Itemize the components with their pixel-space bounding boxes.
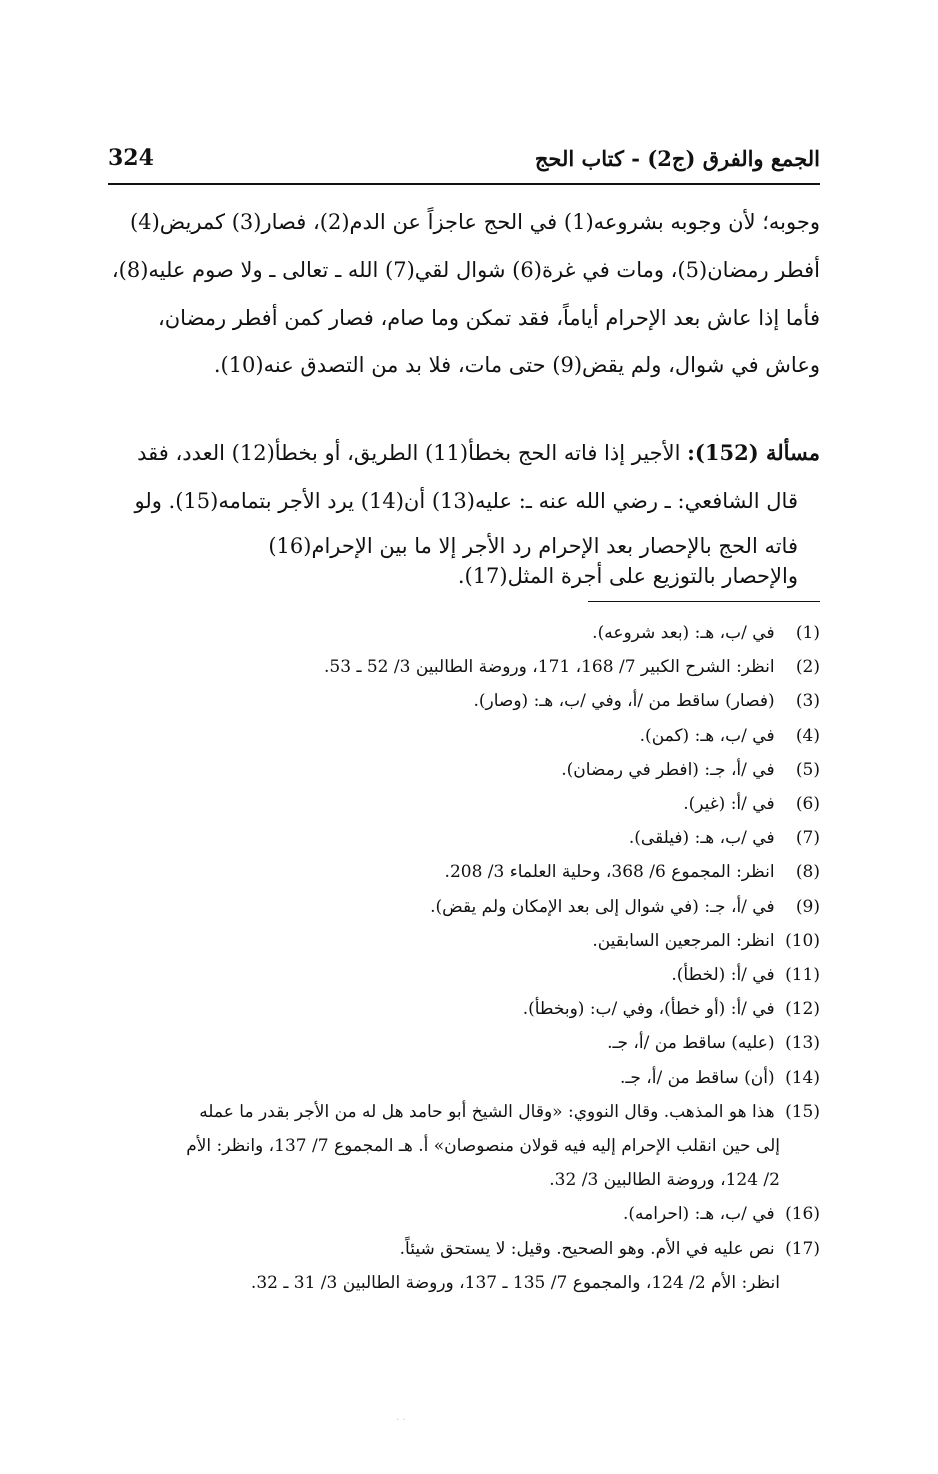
footnote-number: (10) bbox=[785, 930, 820, 951]
footnote-number: (9) bbox=[795, 896, 820, 917]
footnote-text: إلى حين انقلب الإحرام إليه فيه قولان منصوصان» أ. هـ المجموع 7/ 137، وانظر: الأم bbox=[186, 1136, 780, 1156]
question-label: مسألة (152): bbox=[687, 440, 820, 465]
footnote-text: في /ب، هـ: (كمن). bbox=[639, 725, 775, 746]
footnote-text: (عليه) ساقط من /أ، جـ. bbox=[607, 1033, 775, 1054]
footnote bbox=[108, 821, 820, 855]
question-line: فاته الحج بالإحصار بعد الإحرام رد الأجر إلا ما بين الإحرام(16) bbox=[268, 534, 798, 558]
footnote-text: 2/ 124، وروضة الطالبين 3/ 32. bbox=[549, 1170, 780, 1191]
question-heading-line bbox=[108, 429, 820, 477]
footnote bbox=[108, 924, 820, 958]
footnote-text: في /ب، هـ: (بعد شروعه). bbox=[592, 623, 775, 643]
footnote bbox=[108, 616, 820, 650]
footnote-number: (14) bbox=[785, 1067, 820, 1088]
footnote-text: انظر: الشرح الكبير 7/ 168، 171، وروضة الطالبين 3/ 52 ـ 53. bbox=[324, 657, 775, 678]
footnote bbox=[108, 1095, 820, 1129]
footnote-number: (6) bbox=[795, 794, 820, 814]
footnote-text: انظر: المرجعين السابقين. bbox=[592, 930, 775, 951]
footnote bbox=[108, 890, 820, 924]
body-line: وجوبه؛ لأن وجوبه بشروعه(1) في الحج عاجزاً عن الدم(2)، فصار(3) كمريض(4) bbox=[129, 210, 820, 234]
footnote bbox=[108, 719, 820, 753]
footnote-continuation bbox=[108, 1129, 780, 1163]
footnote-text: في /أ: (أو خطأ)، وفي /ب: (وبخطأ). bbox=[522, 999, 775, 1020]
header-rule bbox=[108, 183, 820, 185]
body-line: وعاش في شوال، ولم يقض(9) حتى مات، فلا بد من التصدق عنه(10). bbox=[213, 353, 820, 377]
footnote-text: (فصار) ساقط من /أ، وفي /ب، هـ: (وصار). bbox=[473, 691, 775, 712]
footnote-number: (16) bbox=[785, 1204, 820, 1225]
footnote bbox=[108, 787, 820, 821]
footnote-number: (1) bbox=[795, 623, 820, 643]
footnote-text: في /ب، هـ: (فيلقى). bbox=[628, 828, 775, 849]
footnote-text: في /أ: (لخطأ). bbox=[671, 965, 775, 985]
footnote bbox=[108, 855, 820, 889]
body-line: أفطر رمضان(5)، ومات في غرة(6) شوال لقي(7) الله ـ تعالى ـ ولا صوم عليه(8)، bbox=[111, 258, 820, 282]
footnote-text: انظر: المجموع 6/ 368، وحلية العلماء 3/ 208. bbox=[444, 862, 775, 883]
footnote-number: (15) bbox=[785, 1101, 820, 1122]
footnote-separator bbox=[588, 601, 820, 602]
footnote-text: في /أ، جـ: (في شوال إلى بعد الإمكان ولم يقض). bbox=[430, 896, 775, 917]
footnote bbox=[108, 684, 820, 718]
footnote-number: (8) bbox=[795, 862, 820, 883]
footnote bbox=[108, 1061, 820, 1095]
footnote-text: (أن) ساقط من /أ، جـ. bbox=[619, 1067, 775, 1088]
footnote bbox=[108, 1232, 820, 1266]
question-text: الأجير إذا فاته الحج بخطأ(11) الطريق، أو بخطأ(12) العدد، فقد bbox=[137, 441, 681, 465]
footnote-number: (17) bbox=[785, 1238, 820, 1259]
footnote-number: (4) bbox=[795, 725, 820, 746]
footnote-continuation bbox=[108, 1266, 780, 1300]
footnote-number: (12) bbox=[785, 999, 820, 1020]
footnote-text: في /أ، جـ: (افطر في رمضان). bbox=[561, 759, 775, 780]
footnote bbox=[108, 753, 820, 787]
footnote-number: (7) bbox=[795, 828, 820, 849]
running-header bbox=[108, 142, 820, 174]
question-line: والإحصار بالتوزيع على أجرة المثل(17). bbox=[457, 564, 798, 588]
footnote-text: في /ب، هـ: (احرامه). bbox=[622, 1204, 775, 1225]
running-title: الجمع والفرق (ج2) - كتاب الحج bbox=[534, 145, 820, 171]
body-line: فأما إذا عاش بعد الإحرام أياماً، فقد تمكن وما صام، فصار كمن أفطر رمضان، bbox=[157, 306, 820, 330]
footnote bbox=[108, 958, 820, 992]
footnote bbox=[108, 650, 820, 684]
question-line: قال الشافعي: ـ رضي الله عنه ـ: عليه(13) أن(14) يرد الأجر بتمامه(15). ولو bbox=[134, 489, 798, 513]
footnote-text: نص عليه في الأم. وهو الصحيح. وقيل: لا يستحق شيئاً. bbox=[399, 1238, 775, 1259]
scan-smudge: · · bbox=[396, 1415, 406, 1426]
page-number: 324 bbox=[108, 145, 154, 171]
footnote-text: انظر: الأم 2/ 124، والمجموع 7/ 135 ـ 137، وروضة الطالبين 3/ 31 ـ 32. bbox=[250, 1272, 780, 1293]
footnote-number: (5) bbox=[795, 759, 820, 780]
footnote bbox=[108, 1026, 820, 1060]
footnote-number: (3) bbox=[795, 691, 820, 712]
footnote-number: (13) bbox=[785, 1033, 820, 1054]
footnote-number: (11) bbox=[785, 965, 820, 985]
footnote bbox=[108, 992, 820, 1026]
footnote-text: هذا هو المذهب. وقال النووي: «وقال الشيخ أبو حامد هل له من الأجر بقدر ما عمله bbox=[199, 1101, 775, 1122]
footnote bbox=[108, 1197, 820, 1231]
footnote-number: (2) bbox=[795, 657, 820, 678]
footnote-text: في /أ: (غير). bbox=[683, 794, 775, 814]
footnote-continuation bbox=[108, 1163, 780, 1197]
